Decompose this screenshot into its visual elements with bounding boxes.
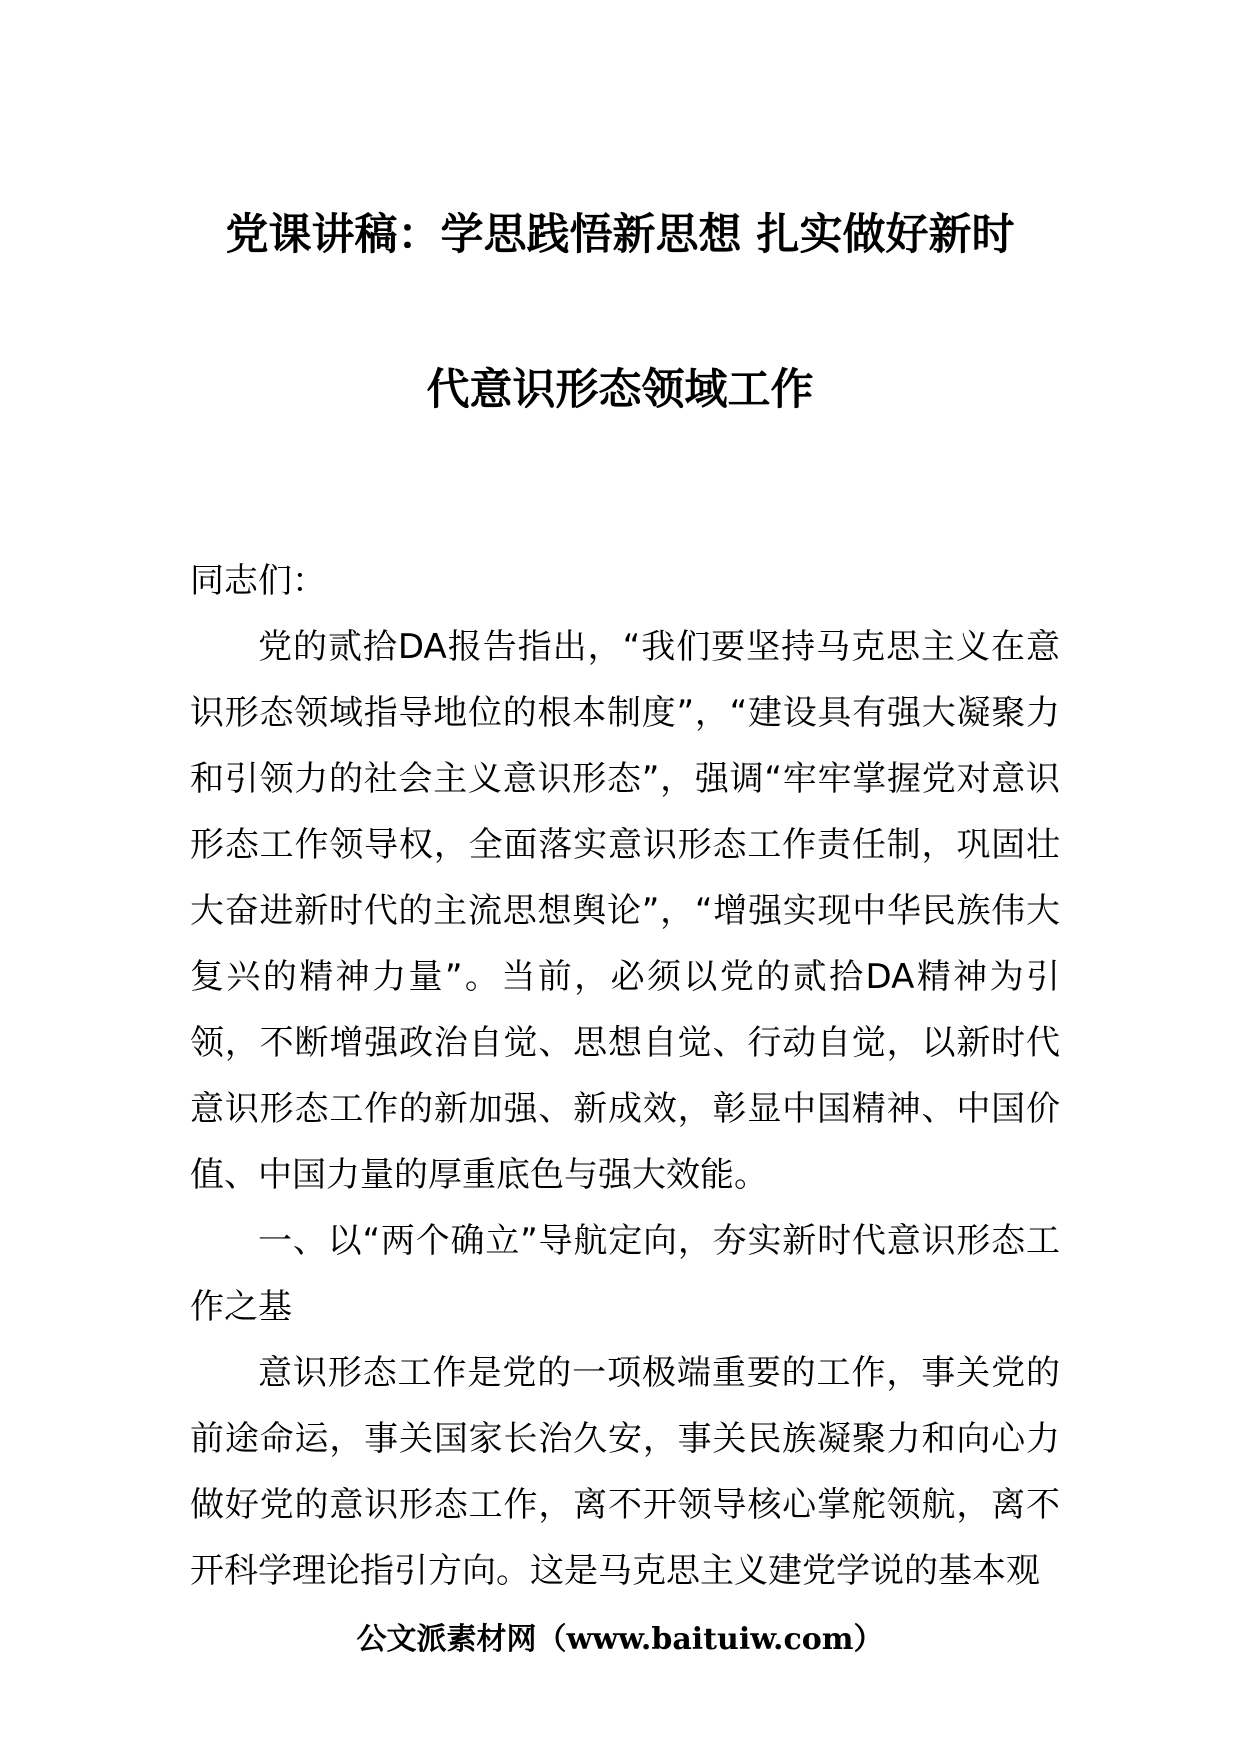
salutation: 同志们： — [190, 561, 326, 601]
footer-source: 公文派素材网（www.baituiw.com） — [356, 1622, 884, 1657]
paragraph-section-1: 意识形态工作是党的一项极端重要的工作，事关党的前途命运，事关国家长治久安，事关民族凝聚力和向心力做好党的意识形态工作，离不开领导核心掌舵领航，离不开科学理论指引方向。这是马克思主义建党学说的基本观 — [190, 1353, 1060, 1591]
document-title-line-1: 党课讲稿：学思践悟新思想 扎实做好新时 — [225, 210, 1015, 260]
paragraph-intro: 党的贰拾DA报告指出，“我们要坚持马克思主义在意识形态领域指导地位的根本制度”，“建设具有强大凝聚力和引领力的社会主义意识形态”，强调“牢牢掌握党对意识形态工作领导权，全面落实意识形态工作责任制，巩固壮大奋进新时代的主流思想舆论”，“增强实现中华民族伟大复兴的精神力量”。当前，必须以党的贰拾DA精神为引领，不断增强政治自觉、思想自觉、行动自觉，以新时代意识形态工作的新加强、新成效，彰显中国精神、中国价值、中国力量的厚重底色与强大效能。 — [190, 627, 1060, 1195]
document-body — [190, 548, 1060, 1604]
document-title-line-2: 代意识形态领域工作 — [426, 365, 814, 415]
section-heading-1: 一、以“两个确立”导航定向，夯实新时代意识形态工作之基 — [190, 1221, 1060, 1327]
